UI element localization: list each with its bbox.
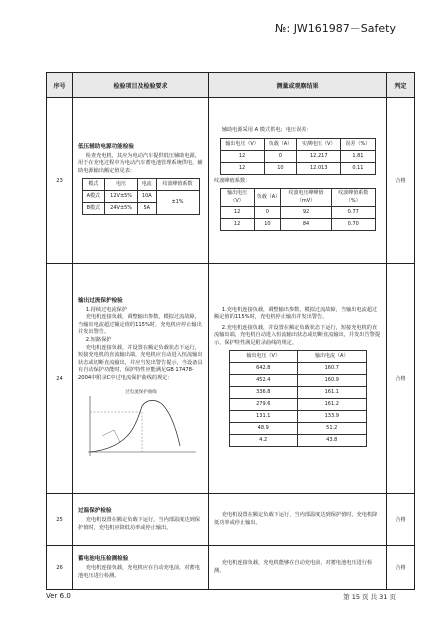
curve-title: 过电流保护曲线 [124,390,157,396]
table-cell: 0.77 [331,206,375,218]
result-cell: 合格 [387,98,415,264]
table-cell: 84 [281,218,332,230]
requirement-text: 充电机设置在额定负载下运行，当内部温度达到保护值时，充电机应降低功率或停止输出。 [78,517,200,531]
ripple-caption: 纹波峰值系数： [214,177,251,184]
requirement-text: 充电机连接负载，充电机应在自动充电前，对蓄电池电压进行检测。 [78,565,200,579]
item-title: 蓄电池电压检测检验 [78,555,129,562]
table-cell: 336.8 [229,387,298,399]
overcurrent-curve [80,386,202,460]
table-cell: 10A [138,191,156,203]
table-cell: 0.11 [341,162,375,174]
table-cell: 纹波峰值系数 [156,179,199,191]
table-cell: 160.9 [298,375,367,387]
header-measure: 测量或观察结果 [209,73,387,98]
short-circuit-table [229,350,367,447]
table-cell: 160.7 [298,363,367,375]
table-cell: 实测电压（V） [297,138,341,150]
table-cell: 12.013 [297,162,341,174]
measurement-cell [209,264,387,494]
header-item: 检验项目及检验要求 [73,73,209,98]
table-cell: 161.1 [298,387,367,399]
requirement-line: 充电机连接负载，并设置在额定负载状态下运行，短接充电机的直流输出端，充电机应自动进入恒流输出状态或切断直流输出，并应当发出警告提示，当设备具有自动保护功能时，保护特性应能满足GB 17478-2004中附录C中过电流保护曲线的规定： [78,344,203,381]
table-header-row [47,73,415,98]
result-cell: 合格 [387,546,415,590]
curve-annotation [102,430,120,442]
item-title: 输出过流保护检验 [78,297,123,304]
inspection-table [46,72,415,590]
result-cell: 合格 [387,494,415,546]
table-cell: 43.8 [298,435,367,447]
measurement-text: 2.充电机连接负载，并设置在额定负载状态下运行，短接充电机的直流输出端，充电机自动进入恒流输出状态或切断直流输出，并发出告警提示，保护特性满足附录曲线的规定。 [214,324,381,346]
requirement-cell [73,494,209,546]
table-cell: 输出电流（A） [298,351,367,363]
row-number: 25 [47,494,73,546]
table-cell: 1.81 [341,150,375,162]
row-number: 26 [47,546,73,590]
requirement-text: 检查充电机，其应为电动汽车提供低压辅助电源，用于在充电过程中为电动汽车蓄电池管理系统供电，辅助电源输出额定值见表： [78,152,203,174]
requirement-line: 充电机连接负载，调整输出参数，模拟过流故障，当输出电流超过额定值的115%时，充电机应停止输出并发出警告。 [78,314,202,336]
measurement-cell [209,494,387,546]
measurement-cell [209,546,387,590]
footer-page-number: 第 15 页 共 31 页 [343,593,396,601]
table-row [47,494,415,546]
table-cell: 5A [138,203,156,215]
table-cell: 12 [220,150,264,162]
table-cell: ±1% [156,191,199,215]
table-cell: 负载（A） [264,138,297,150]
table-row [47,264,415,494]
table-cell: 92 [281,206,332,218]
table-row [47,546,415,590]
measurement-cell [209,98,387,264]
requirement-line: 1.持续过电流保护 [85,306,128,313]
table-cell: 133.9 [298,411,367,423]
measurement-text: 充电机连接负载，充电机能够在自动充电前，对蓄电池电压进行检测。 [214,559,373,574]
requirement-cell [73,98,209,264]
table-cell: 0 [264,150,297,162]
table-cell: 12 [220,206,254,218]
table-cell: 输出电压（V） [220,138,264,150]
table-cell: 161.2 [298,399,367,411]
measurement-intro: 辅助电源采用 A 模式供电；电压误差： [221,127,312,134]
table-cell: 0 [254,206,280,218]
table-cell: 642.8 [229,363,298,375]
requirement-cell [73,546,209,590]
table-cell: B模式 [82,203,105,215]
table-cell: 纹波峰值系数（%） [331,189,375,207]
table-cell: 纹波电压峰峰值（mV） [281,189,332,207]
result-cell: 合格 [387,264,415,494]
table-cell: 12.217 [297,150,341,162]
item-title: 低压辅助电源功能检验 [78,143,134,150]
measurement-text: 1.充电机连接负载，调整输出参数，模拟过流故障，当输出电流超过额定值的115%时，充电机停止输出并发出警告。 [214,306,378,321]
rated-output-table [82,178,200,215]
item-title: 过温保护检验 [78,507,112,514]
row-number: 23 [47,98,73,264]
footer-version: Ver 6.0 [46,592,71,600]
measurement-text: 充电机设置在额定负载下运行，当内部温度达到保护值时，充电机降低功率或停止输出。 [214,511,378,526]
requirement-cell [73,264,209,494]
report-number: №: JW161987－Safety [275,22,396,35]
table-cell: 279.6 [229,399,298,411]
table-cell: 电流 [138,179,156,191]
table-cell: 131.1 [229,411,298,423]
table-row [47,98,415,264]
table-cell: 误差（%） [341,138,375,150]
table-cell: 24V±5% [105,203,138,215]
table-cell: 输出电压（V） [220,189,254,207]
table-cell: 10 [254,218,280,230]
table-cell: 负载（A） [254,189,280,207]
header-result: 判定 [387,73,415,98]
overcurrent-curve-graphic [80,386,202,460]
table-cell: 12 [220,218,254,230]
table-cell: 12V±5% [105,191,138,203]
protection-curve [90,406,142,452]
ripple-table [220,188,376,231]
table-cell: 0.70 [331,218,375,230]
table-cell: 51.2 [298,423,367,435]
table-cell: 452.4 [229,375,298,387]
table-cell: 输出电压（V） [229,351,298,363]
header-no: 序号 [47,73,73,98]
protection-curve [142,401,180,447]
requirement-line: 2.短路保护 [85,337,112,344]
table-cell: 10 [264,162,297,174]
table-cell: 电压 [105,179,138,191]
table-cell: 12 [220,162,264,174]
table-cell: A模式 [82,191,105,203]
table-cell: 模式 [82,179,105,191]
row-number: 24 [47,264,73,494]
table-cell: 48.9 [229,423,298,435]
voltage-error-table [220,138,376,175]
table-cell: 4.2 [229,435,298,447]
